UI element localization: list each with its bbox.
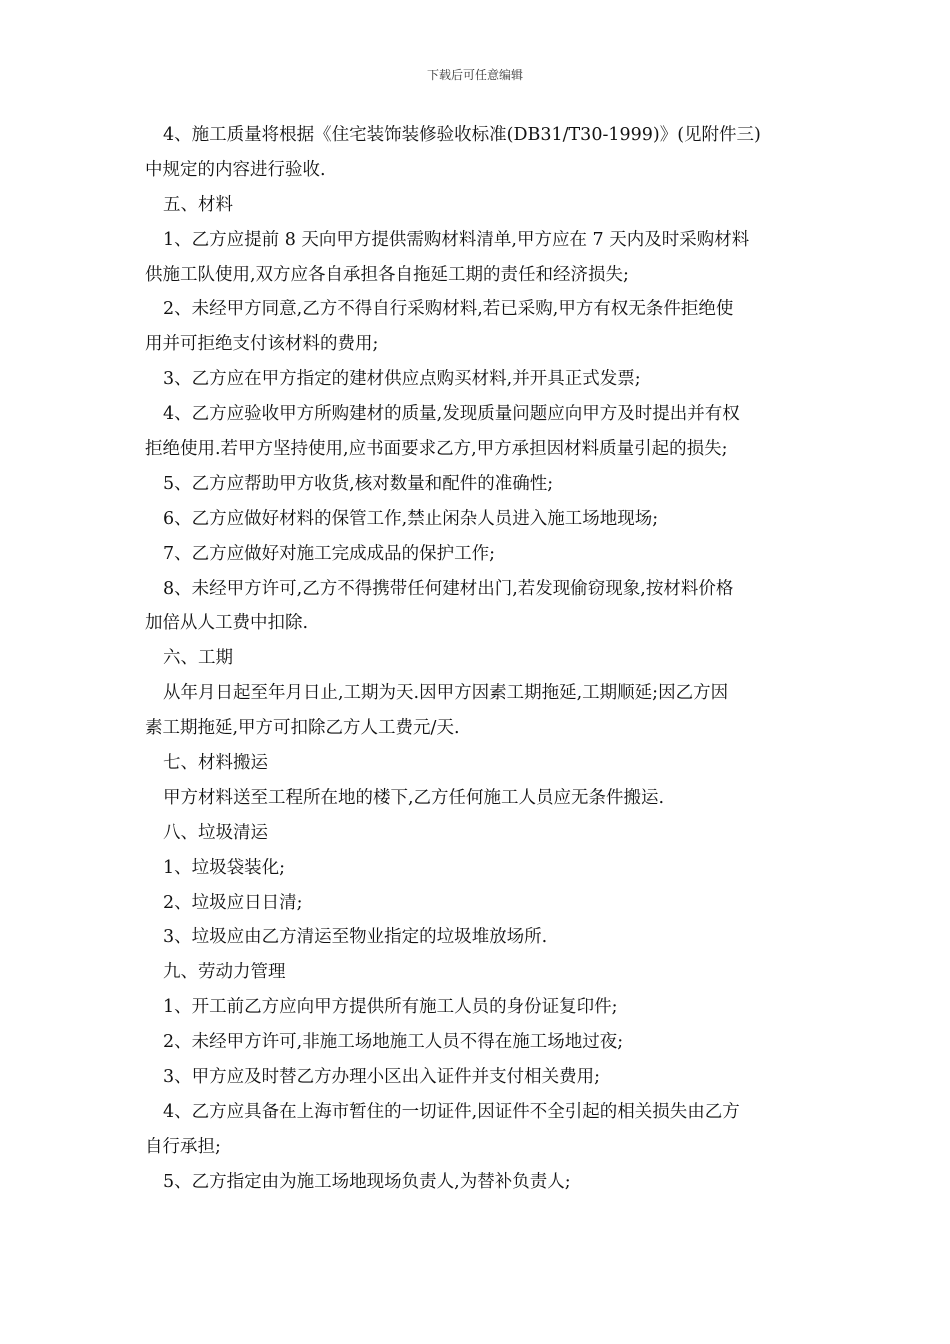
text-line: 1、垃圾袋装化;	[163, 857, 286, 878]
text-line: 供施工队使用,双方应各自承担各自拖延工期的责任和经济损失;	[145, 264, 629, 285]
text-line: 拒绝使用.若甲方坚持使用,应书面要求乙方,甲方承担因材料质量引起的损失;	[145, 439, 728, 460]
text-line: 3、甲方应及时替乙方办理小区出入证件并支付相关费用;	[163, 1067, 601, 1088]
text-line: 用并可拒绝支付该材料的费用;	[145, 334, 379, 355]
text-line: 八、垃圾清运	[163, 822, 268, 843]
text-line: 1、乙方应提前 8 天向甲方提供需购材料清单,甲方应在 7 天内及时采购材料	[163, 229, 750, 250]
text-line: 甲方材料送至工程所在地的楼下,乙方任何施工人员应无条件搬运.	[163, 787, 665, 808]
text-line: 8、未经甲方许可,乙方不得携带任何建材出门,若发现偷窃现象,按材料价格	[163, 578, 734, 599]
text-line: 5、乙方应帮助甲方收货,核对数量和配件的准确性;	[163, 473, 554, 494]
text-line: 自行承担;	[145, 1136, 221, 1157]
text-line: 4、乙方应具备在上海市暂住的一切证件,因证件不全引起的相关损失由乙方	[163, 1101, 740, 1122]
text-line: 2、垃圾应日日清;	[163, 892, 303, 913]
text-line: 五、材料	[163, 194, 233, 215]
text-line: 中规定的内容进行验收.	[145, 159, 326, 180]
text-line: 九、劳动力管理	[163, 962, 286, 983]
text-line: 2、未经甲方许可,非施工场地施工人员不得在施工场地过夜;	[163, 1032, 624, 1053]
text-line: 从年月日起至年月日止,工期为天.因甲方因素工期拖延,工期顺延;因乙方因	[163, 683, 729, 704]
text-line: 7、乙方应做好对施工完成成品的保护工作;	[163, 543, 496, 564]
text-line: 七、材料搬运	[163, 753, 268, 774]
text-line: 六、工期	[163, 648, 233, 669]
text-line: 4、乙方应验收甲方所购建材的质量,发现质量问题应向甲方及时提出并有权	[163, 404, 740, 425]
text-line: 加倍从人工费中扣除.	[145, 613, 309, 634]
text-line: 3、乙方应在甲方指定的建材供应点购买材料,并开具正式发票;	[163, 369, 641, 390]
text-line: 5、乙方指定由为施工场地现场负责人,为替补负责人;	[163, 1171, 571, 1192]
text-line: 2、未经甲方同意,乙方不得自行采购材料,若已采购,甲方有权无条件拒绝使	[163, 299, 734, 320]
text-line: 3、垃圾应由乙方清运至物业指定的垃圾堆放场所.	[163, 927, 548, 948]
page-header: 下载后可任意编辑	[426, 68, 523, 82]
document-body	[145, 118, 810, 1200]
text-line: 1、开工前乙方应向甲方提供所有施工人员的身份证复印件;	[163, 997, 618, 1018]
text-line: 素工期拖延,甲方可扣除乙方人工费元/天.	[145, 718, 460, 739]
text-line: 4、施工质量将根据《住宅装饰装修验收标准(DB31/T30-1999)》(见附件三)	[163, 125, 761, 145]
text-line: 6、乙方应做好材料的保管工作,禁止闲杂人员进入施工场地现场;	[163, 508, 659, 529]
